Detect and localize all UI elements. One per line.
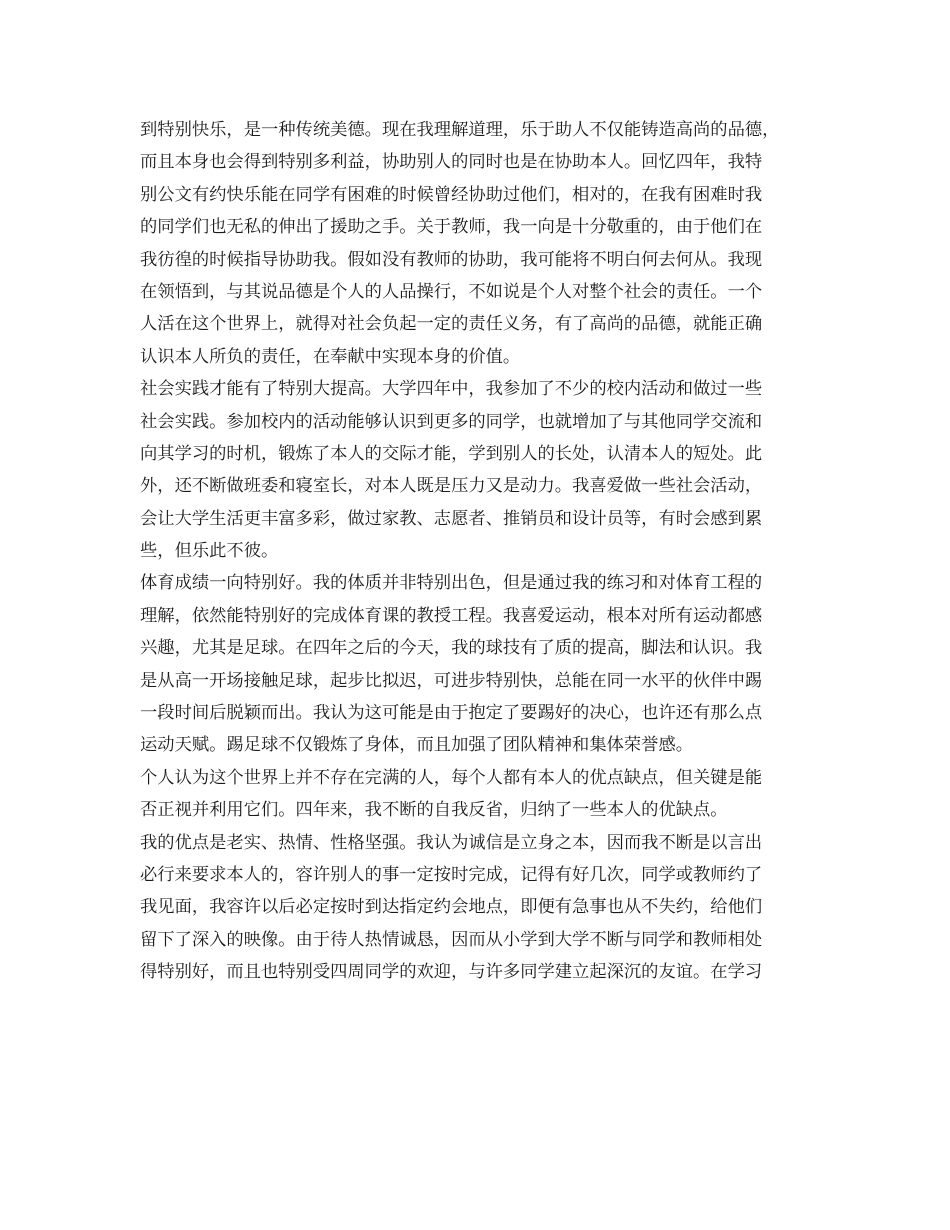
text-line: 认识本人所负的责任，在奉献中实现本身的价值。 — [140, 346, 521, 367]
text-line: 人活在这个世界上，就得对社会负起一定的责任义务，有了高尚的品德，就能正确 — [140, 314, 763, 335]
text-line: 否正视并利用它们。四年来，我不断的自我反省，归纳了一些本人的优缺点。 — [140, 800, 728, 821]
text-line: 兴趣，尤其是足球。在四年之后的今天，我的球技有了质的提高，脚法和认识。我 — [140, 638, 763, 659]
text-line: 我的优点是老实、热情、性格坚强。我认为诚信是立身之本，因而我不断是以言出 — [140, 832, 763, 853]
text-line: 社会实践。参加校内的活动能够认识到更多的同学，也就增加了与其他同学交流和 — [140, 411, 763, 432]
text-line: 会让大学生活更丰富多彩，做过家教、志愿者、推销员和设计员等，有时会感到累 — [140, 508, 763, 529]
text-line: 体育成绩一向特别好。我的体质并非特别出色，但是通过我的练习和对体育工程的 — [140, 573, 763, 594]
text-line: 得特别好，而且也特别受四周同学的欢迎，与许多同学建立起深沉的友谊。在学习 — [140, 962, 763, 983]
text-line: 外，还不断做班委和寝室长，对本人既是压力又是动力。我喜爱做一些社会活动， — [140, 476, 763, 497]
text-line: 些，但乐此不彼。 — [140, 541, 279, 562]
text-line: 理解，依然能特别好的完成体育课的教授工程。我喜爱运动，根本对所有运动都感 — [140, 605, 763, 626]
text-line: 别公文有约快乐能在同学有困难的时候曾经协助过他们，相对的，在我有困难时我 — [140, 184, 763, 205]
text-line: 我见面，我容许以后必定按时到达指定约会地点，即便有急事也从不失约，给他们 — [140, 897, 763, 918]
text-line: 而且本身也会得到特别多利益，协助别人的同时也是在协助本人。回忆四年，我特 — [140, 152, 763, 173]
text-line: 社会实践才能有了特别大提高。大学四年中，我参加了不少的校内活动和做过一些 — [140, 379, 763, 400]
text-line: 我彷徨的时候指导协助我。假如没有教师的协助，我可能将不明白何去何从。我现 — [140, 249, 763, 270]
text-line: 必行来要求本人的，容许别人的事一定按时完成，记得有好几次，同学或教师约了 — [140, 864, 763, 885]
text-line: 是从高一开场接触足球，起步比拟迟，可进步特别快，总能在同一水平的伙伴中踢 — [140, 670, 763, 691]
body-text — [140, 114, 840, 989]
text-line: 到特别快乐，是一种传统美德。现在我理解道理，乐于助人不仅能铸造高尚的品德， — [140, 120, 780, 140]
text-line: 个人认为这个世界上并不存在完满的人，每个人都有本人的优点缺点，但关键是能 — [140, 767, 763, 788]
text-line: 留下了深入的映像。由于待人热情诚恳，因而从小学到大学不断与同学和教师相处 — [140, 929, 763, 950]
text-line: 一段时间后脱颖而出。我认为这可能是由于抱定了要踢好的决心，也许还有那么点 — [140, 703, 763, 724]
text-line: 的同学们也无私的伸出了援助之手。关于教师，我一向是十分敬重的，由于他们在 — [140, 217, 763, 238]
text-line: 运动天赋。踢足球不仅锻炼了身体，而且加强了团队精神和集体荣誉感。 — [140, 735, 694, 756]
text-line: 在领悟到，与其说品德是个人的人品操行，不如说是个人对整个社会的责任。一个 — [140, 281, 763, 302]
text-line: 向其学习的时机，锻炼了本人的交际才能，学到别人的长处，认清本人的短处。此 — [140, 443, 763, 464]
